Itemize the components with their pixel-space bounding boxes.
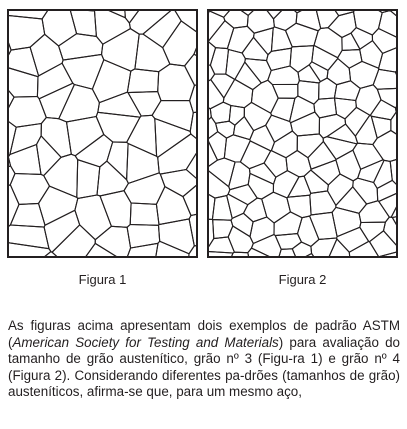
grain-72 (189, 214, 196, 246)
grain-82 (209, 132, 227, 160)
grain-125 (231, 213, 253, 236)
grain-13 (30, 34, 63, 76)
grain-138 (292, 242, 311, 256)
grain-32 (267, 48, 292, 70)
grain-31 (128, 92, 161, 116)
grain-133 (392, 217, 396, 228)
figure-2-grain-image (207, 9, 398, 258)
grain-146 (231, 252, 249, 256)
grain-17 (163, 21, 196, 66)
grain-39 (209, 65, 215, 82)
grain-11 (9, 39, 11, 58)
grain-24 (158, 64, 195, 101)
grain-92 (209, 158, 235, 187)
figure-1-grain-image (7, 9, 198, 258)
grain-21 (62, 54, 104, 89)
grain-35 (10, 124, 42, 155)
grain-4 (9, 15, 45, 50)
grain-145 (209, 252, 233, 257)
figure-1-caption: Figura 1 (78, 272, 127, 287)
grain-78 (355, 115, 377, 144)
grain-56 (160, 170, 196, 197)
grain-58 (377, 88, 396, 108)
grain-55 (319, 78, 337, 99)
grain-51 (223, 79, 253, 107)
grain-25 (342, 33, 360, 50)
grain-23 (127, 69, 158, 93)
grain-67 (345, 107, 370, 136)
grain-116 (262, 192, 291, 223)
grain-97 (311, 160, 340, 185)
grain-79 (189, 245, 196, 256)
grain-78 (156, 241, 189, 256)
grain-38 (96, 112, 140, 142)
figure-2-grain-boundaries (209, 11, 396, 256)
grain-147 (248, 248, 273, 256)
grain-49 (395, 70, 396, 78)
grain-67 (44, 210, 80, 252)
grain-48 (158, 134, 196, 174)
grain-85 (271, 131, 297, 158)
grain-17 (379, 11, 397, 38)
grain-53 (77, 160, 100, 199)
grain-64 (156, 187, 191, 225)
grain-66 (335, 98, 357, 119)
figure-2-caption: Figura 2 (278, 272, 327, 287)
grain-63 (130, 203, 159, 225)
grain-14 (59, 34, 103, 60)
grain-88 (323, 137, 357, 160)
grain-68 (52, 225, 95, 256)
grain-100 (374, 160, 393, 188)
grain-20 (37, 63, 72, 99)
grain-15 (328, 12, 356, 38)
grain-69 (95, 226, 130, 256)
grain-62 (244, 102, 271, 130)
grain-34 (312, 45, 338, 70)
grain-102 (209, 170, 230, 198)
grain-47 (349, 61, 379, 88)
question-text (8, 318, 400, 401)
question-text-part-1: As figuras acima apresentam dois exemplos de padrão ASTM ( (8, 318, 400, 350)
grain-22 (92, 60, 130, 103)
grain-58 (9, 185, 19, 228)
grain-76 (85, 243, 119, 256)
grain-122 (391, 204, 396, 218)
grain-32 (152, 101, 193, 132)
grain-35 (338, 50, 362, 69)
figure-1-grain-boundaries (9, 11, 196, 256)
grain-70 (127, 225, 160, 249)
grain-44 (298, 65, 320, 83)
grain-46 (107, 142, 128, 180)
grain-51 (10, 174, 49, 205)
grain-84 (240, 141, 270, 169)
grain-43 (268, 66, 300, 85)
grain-29 (59, 85, 100, 122)
grain-151 (378, 252, 396, 256)
grain-149 (303, 254, 315, 257)
grain-28 (209, 41, 216, 65)
grain-93 (229, 162, 250, 190)
grain-52 (251, 80, 278, 113)
grain-106 (288, 176, 311, 197)
grain-10 (224, 11, 249, 28)
grain-74 (266, 115, 293, 142)
grain-33 (190, 85, 196, 113)
grain-43 (9, 145, 41, 175)
grain-75 (43, 252, 59, 256)
grain-60 (39, 186, 78, 225)
grain-118 (310, 191, 336, 215)
grain-25 (185, 54, 196, 85)
grain-63 (271, 98, 295, 121)
grain-31 (242, 37, 268, 60)
grain-148 (279, 249, 297, 256)
grain-74 (9, 243, 51, 257)
grain-135 (228, 226, 253, 253)
grain-77 (127, 243, 158, 256)
grain-75 (291, 112, 320, 136)
grain-66 (9, 225, 49, 249)
grain-6 (70, 11, 96, 36)
grain-47 (127, 144, 160, 184)
grain-104 (248, 173, 273, 199)
grain-98 (336, 150, 361, 181)
grain-26 (351, 28, 373, 50)
grain-137 (275, 234, 301, 250)
grain-23 (286, 23, 319, 47)
grain-28 (39, 83, 74, 119)
question-text-part-2: ) para avaliação do tamanho de grão austenítico, grão nº 3 (Figu-ra 1) e grão nº 4 (Figura 2). Considerando diferentes pa-drões (tamanhos de grão) austeníticos, afirma-se que, para um mesmo aço, (8, 334, 400, 400)
astm-full-name: American Society for Testing and Materials (12, 334, 279, 350)
grain-27 (9, 97, 46, 128)
grain-150 (329, 239, 350, 256)
grain-89 (353, 143, 383, 169)
grain-16 (354, 11, 383, 35)
grain-124 (213, 220, 233, 239)
grain-107 (304, 170, 328, 193)
grain-19 (9, 67, 38, 97)
grain-50 (209, 80, 224, 109)
grain-79 (371, 116, 391, 138)
grain-62 (100, 191, 131, 228)
grain-64 (290, 96, 315, 123)
grain-140 (337, 227, 369, 252)
grain-117 (287, 195, 311, 218)
grain-61 (75, 195, 112, 240)
grain-20 (227, 26, 254, 53)
grain-45 (75, 135, 113, 167)
grain-94 (249, 163, 275, 184)
grain-53 (272, 84, 298, 98)
grain-120 (359, 201, 389, 223)
grain-134 (209, 237, 234, 253)
grain-54 (298, 81, 319, 104)
grain-48 (373, 69, 396, 89)
grain-19 (209, 21, 234, 49)
grain-15 (102, 29, 140, 72)
grain-42 (245, 59, 271, 83)
grain-142 (370, 231, 397, 256)
grain-49 (186, 151, 196, 180)
